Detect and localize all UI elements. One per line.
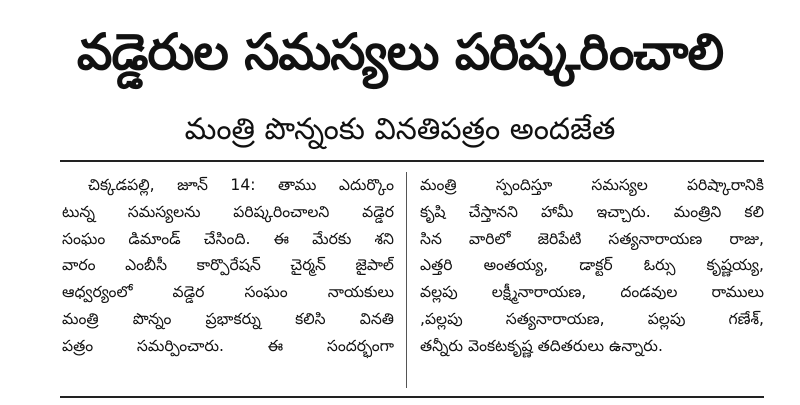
right-column-line: కృషి చేస్తానని హామీ ఇచ్చారు. మంత్రిని కలి	[420, 202, 764, 221]
left-column-line: చిక్కడపల్లి, జూన్ 14: తాము ఎదుర్కొం	[88, 176, 394, 194]
left-column	[62, 172, 394, 388]
left-column-line: సంఘం డిమాండ్ చేసింది. ఈ మేరకు శని	[62, 229, 394, 248]
right-column-line: వల్లపు లక్ష్మీనారాయణ, దండవుల రాములు	[420, 283, 764, 302]
right-column-line: సిన వారిలో జెరిపేటి సత్యనారాయణ రాజు,	[420, 229, 764, 248]
column-divider	[406, 172, 407, 388]
right-column-line: మంత్రి స్పందిస్తూ సమస్యల పరిష్కారానికి	[420, 176, 764, 194]
subheadline: మంత్రి పొన్నంకు వినతిపత్రం అందజేత	[184, 112, 616, 147]
headline: వడ్డెరుల సమస్యలు పరిష్కరించాలి	[76, 23, 724, 81]
left-column-line: పత్రం సమర్పించారు. ఈ సందర్భంగా	[62, 336, 394, 355]
left-column-line: మంత్రి పొన్నం ప్రభాకర్ను కలిసి వినతి	[62, 309, 394, 328]
right-column	[420, 172, 764, 388]
top-rule	[60, 160, 764, 162]
left-column-line: వారం ఎంబీసీ కార్పొరేషన్ చైర్మన్ జైపాల్	[62, 256, 394, 275]
bottom-rule	[60, 396, 764, 398]
right-column-line: తన్నీరు వెంకటకృష్ణ తదితరులు ఉన్నారు.	[420, 336, 663, 355]
right-column-line: ఎత్తరి అంతయ్య, డాక్టర్ ఓర్సు కృష్ణయ్య,	[420, 256, 764, 275]
left-column-line: టున్న సమస్యలను పరిష్కరించాలని వడ్డెర	[62, 202, 394, 221]
right-column-line: ,పల్లపు సత్యనారాయణ, పల్లపు గణేశ్,	[420, 309, 764, 328]
left-column-line: ఆధ్వర్యంలో వడ్డెర సంఘం నాయకులు	[62, 283, 394, 302]
